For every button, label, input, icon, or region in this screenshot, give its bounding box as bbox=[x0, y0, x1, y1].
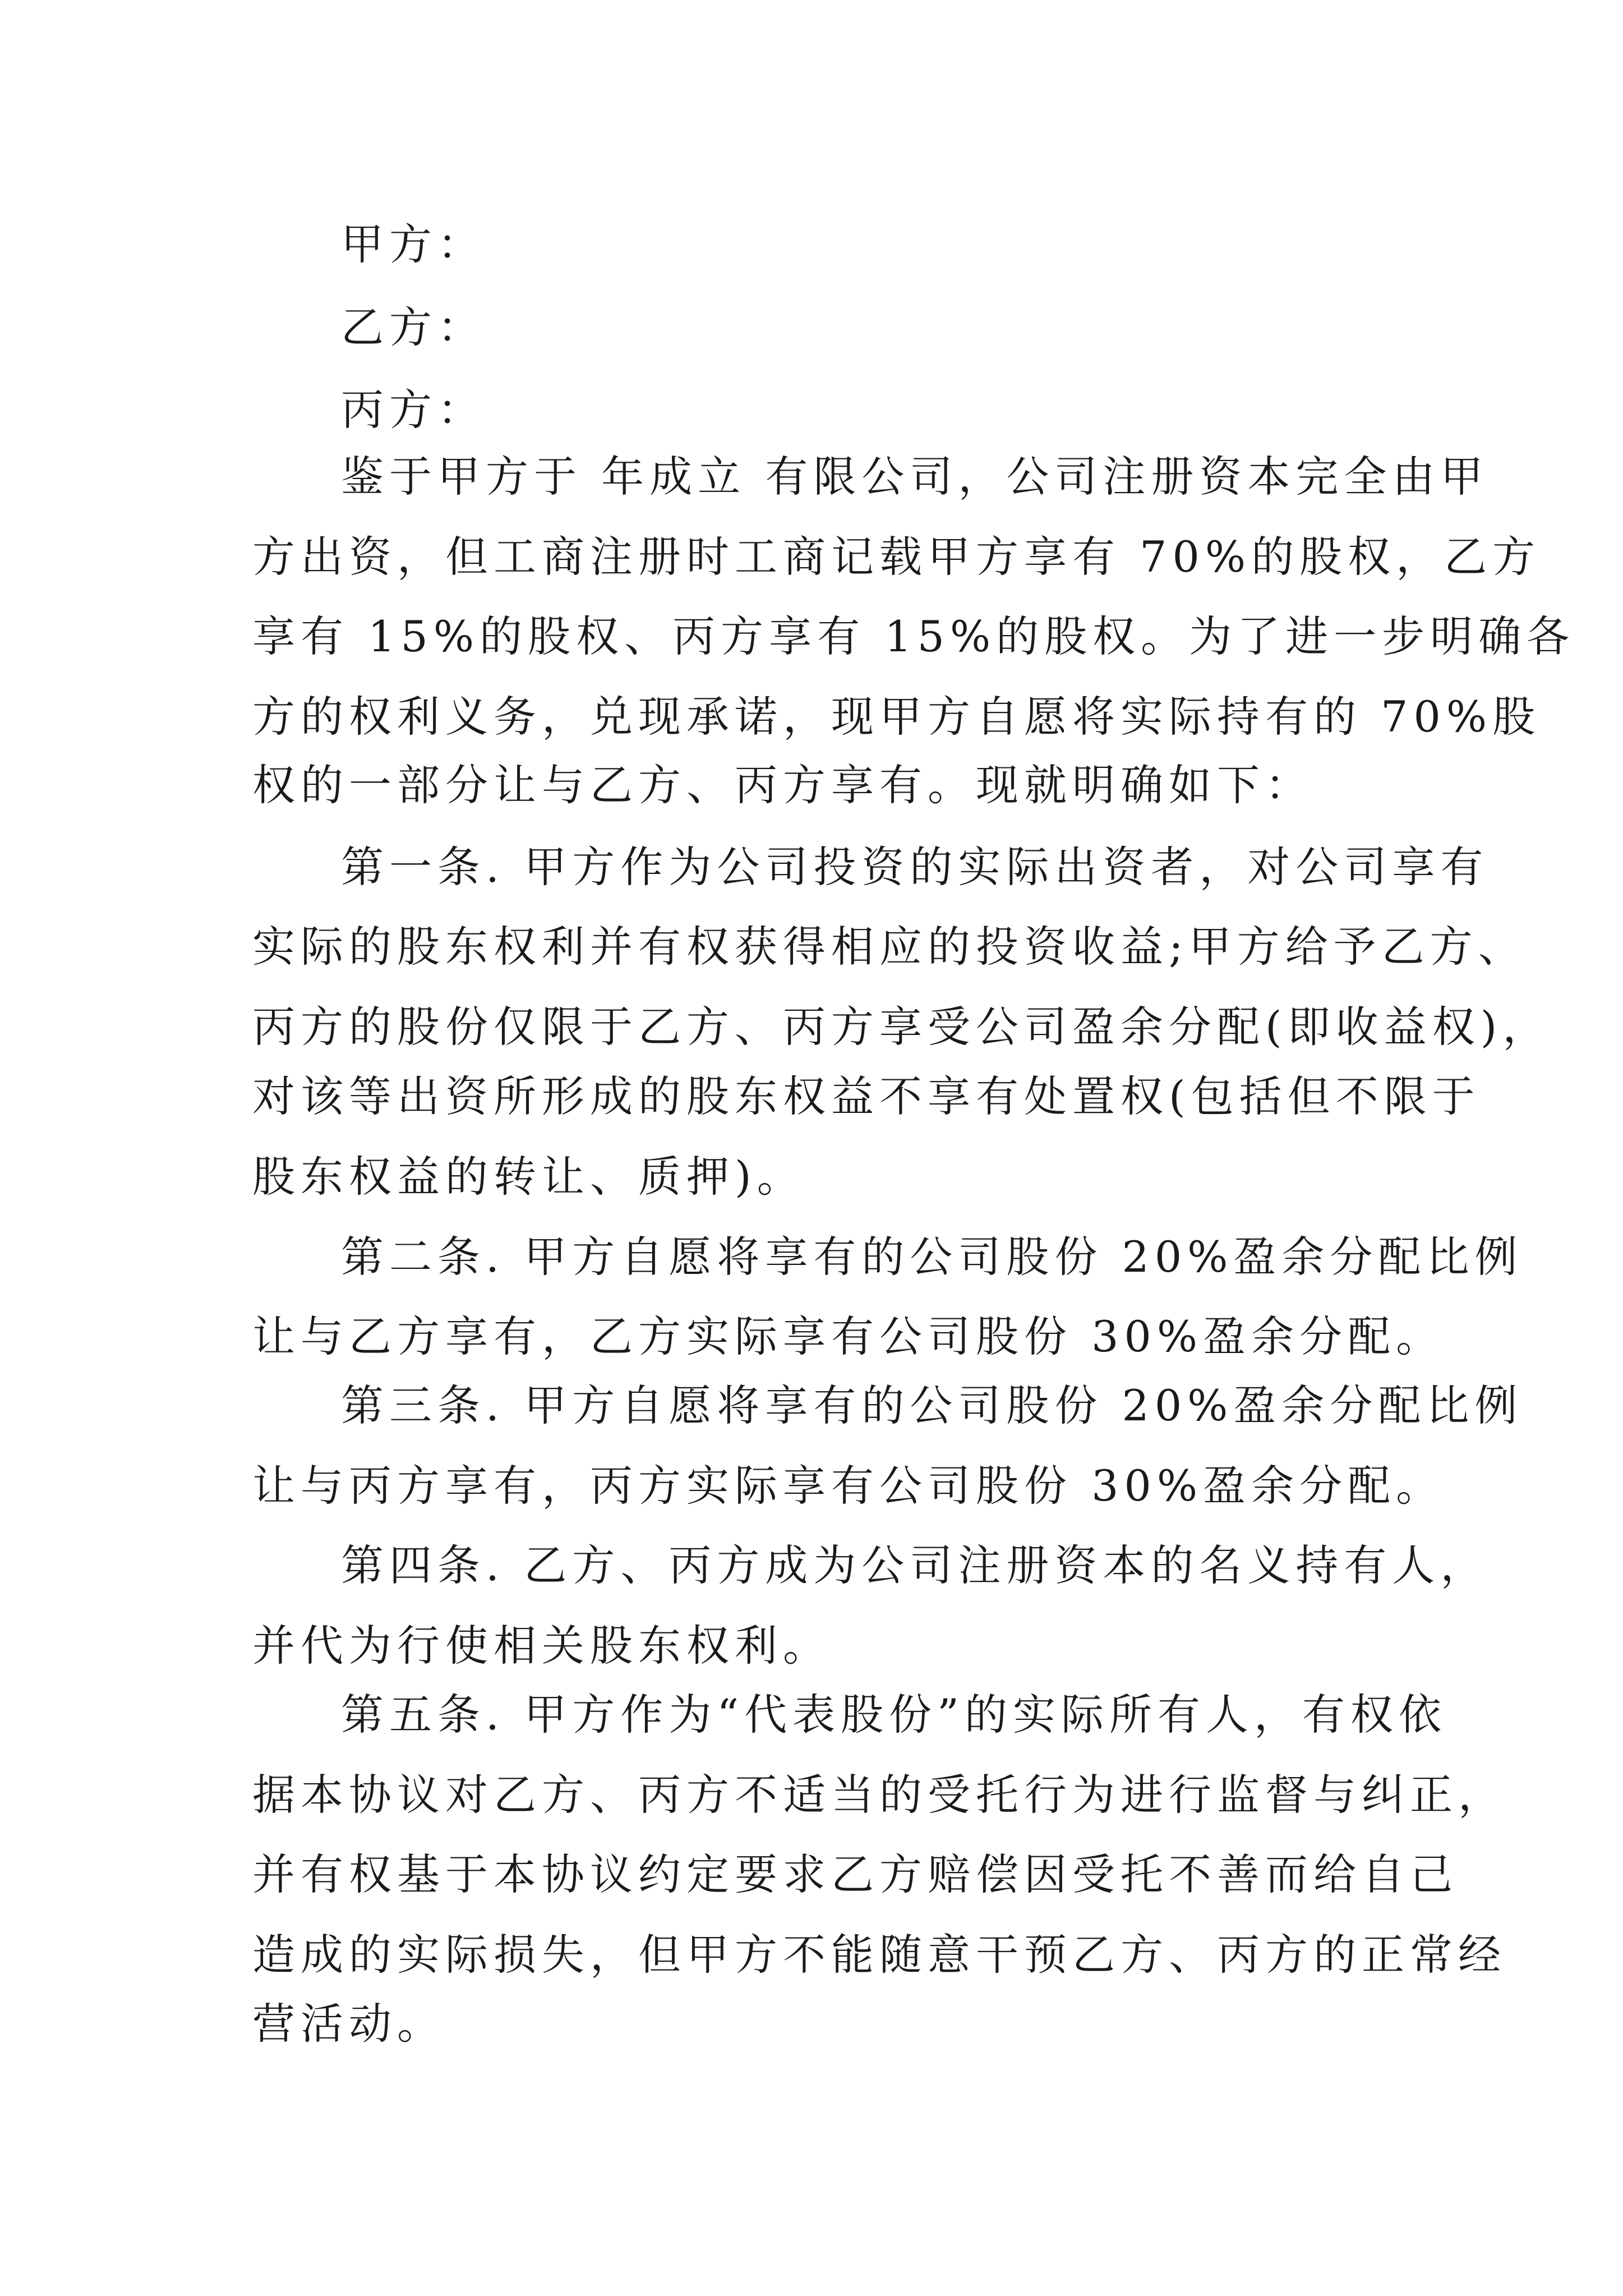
article-1-line: 实际的股东权利并有权获得相应的投资收益;甲方给予乙方、 bbox=[252, 922, 1527, 972]
article-5-line: 营活动。 bbox=[252, 1999, 445, 2049]
preamble-line: 方的权利义务，兑现承诺，现甲方自愿将实际持有的 70%股 bbox=[252, 692, 1541, 742]
article-1-line: 第一条. 甲方作为公司投资的实际出资者，对公司享有 bbox=[341, 842, 1489, 892]
preamble-line: 方出资，但工商注册时工商记载甲方享有 70%的股权，乙方 bbox=[252, 532, 1541, 582]
article-5-line: 据本协议对乙方、丙方不适当的受托行为进行监督与纠正， bbox=[252, 1770, 1506, 1820]
article-5-line: 造成的实际损失，但甲方不能随意干预乙方、丙方的正常经 bbox=[252, 1930, 1506, 1980]
article-1-line: 丙方的股份仅限于乙方、丙方享受公司盈余分配(即收益权)， bbox=[252, 1002, 1551, 1052]
article-3-line: 让与丙方享有，丙方实际享有公司股份 30%盈余分配。 bbox=[252, 1461, 1445, 1511]
preamble-line: 享有 15%的股权、丙方享有 15%的股权。为了进一步明确各 bbox=[252, 611, 1575, 661]
article-4-line: 并代为行使相关股东权利。 bbox=[252, 1621, 831, 1671]
preamble-line: 鉴于甲方于 年成立 有限公司，公司注册资本完全由甲 bbox=[341, 452, 1489, 501]
article-2-line: 让与乙方享有，乙方实际享有公司股份 30%盈余分配。 bbox=[252, 1312, 1445, 1361]
preamble-line: 权的一部分让与乙方、丙方享有。现就明确如下： bbox=[252, 760, 1313, 810]
article-5-line: 第五条. 甲方作为“代表股份”的实际所有人，有权依 bbox=[341, 1690, 1447, 1740]
article-3-line: 第三条. 甲方自愿将享有的公司股份 20%盈余分配比例 bbox=[341, 1381, 1523, 1430]
party-c-line: 丙方： bbox=[341, 385, 486, 435]
article-4-line: 第四条. 乙方、丙方成为公司注册资本的名义持有人， bbox=[341, 1540, 1489, 1590]
article-1-line: 股东权益的转让、质押)。 bbox=[252, 1152, 805, 1202]
party-b-line: 乙方： bbox=[341, 302, 486, 352]
party-a-line: 甲方： bbox=[341, 219, 486, 269]
article-5-line: 并有权基于本协议约定要求乙方赔偿因受托不善而给自己 bbox=[252, 1849, 1458, 1899]
article-1-line: 对该等出资所形成的股东权益不享有处置权(包括但不限于 bbox=[252, 1071, 1481, 1121]
article-2-line: 第二条. 甲方自愿将享有的公司股份 20%盈余分配比例 bbox=[341, 1232, 1523, 1282]
